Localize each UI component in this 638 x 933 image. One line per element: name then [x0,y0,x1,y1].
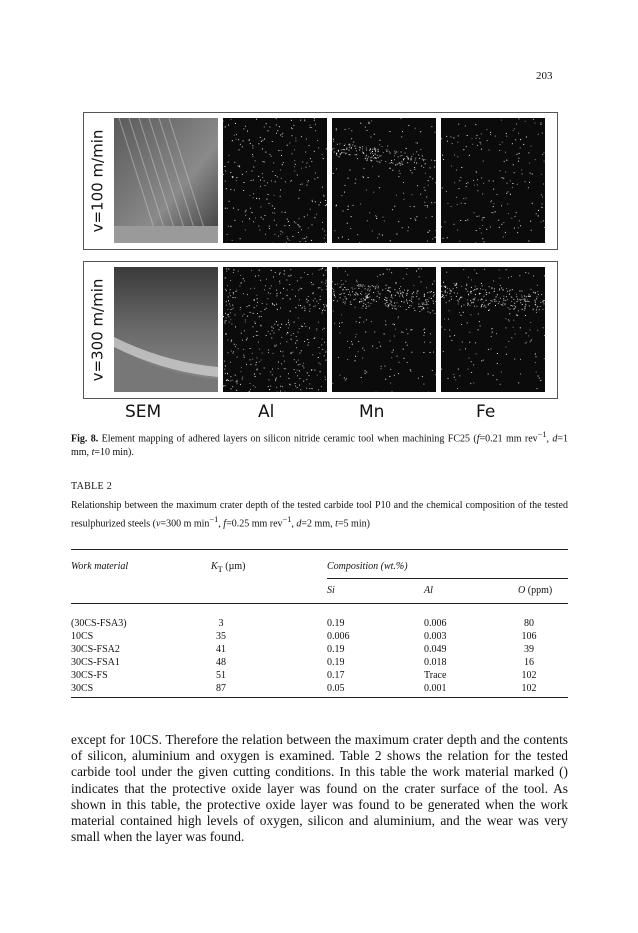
page-number: 203 [536,70,553,82]
table-cell: 30CS-FSA1 [71,657,120,668]
table-cell: 0.05 [327,683,345,694]
table-cell: 0.17 [327,670,345,681]
table-cell: 0.018 [424,657,447,668]
table-cell: 102 [521,670,537,681]
row-label: v=300 m/min [88,278,107,382]
table-rule-bottom [71,697,568,698]
table-cell: 0.19 [327,644,345,655]
table-cell: 0.049 [424,644,447,655]
table-cell: 102 [521,683,537,694]
sem-image [114,118,218,243]
table-cell: 35 [216,631,226,642]
figure-column-labels [83,402,556,426]
row-label: v=100 m/min [88,129,107,233]
table-cell: 0.19 [327,657,345,668]
table-cell: 48 [216,657,226,668]
fe-map-image [441,118,545,243]
header-kt: $K_T$ (µm) [211,561,246,574]
table-cell: 41 [216,644,226,655]
column-label: Fe [476,402,496,422]
column-label: Al [258,402,275,422]
sem-image [114,267,218,392]
table-cell: 30CS [71,683,94,694]
al-map-image [223,267,327,392]
table-cell: 16 [524,657,534,668]
table-cell: 51 [216,670,226,681]
figure-row-v300 [83,261,558,399]
table-cell: 87 [216,683,226,694]
header-work-material: Work material [71,561,129,572]
header-si: Si [327,585,335,596]
table-caption: Relationship between the maximum crater depth of the tested carbide tool P10 and the chemical composition of the tested resulphurized steels (v=300 m $\min^{-1}$, f=0.25 mm rev$^{-1}$, d=2 mm, t=5 min) [71,500,568,530]
header-al: Al [424,585,433,596]
column-label: Mn [359,402,385,422]
body-paragraph: except for 10CS. Therefore the relation between the maximum crater depth and the contents of silicon, aluminium and oxygen is examined. Table 2 shows the relation for the tested carbide tool under the given cutting conditions. In this table the work material marked () indicates that the protective oxide layer was found on the crater surface of the tool. As shown in this table, the protective oxide layer was found to be generated when the work material contained high levels of oxygen, silicon and aluminium, and the wear was very small when the layer was found. [71,732,568,845]
table-cell: 0.006 [327,631,350,642]
table-rule-top [71,549,568,550]
table-rule-header [71,603,568,604]
table-cell: 0.006 [424,618,447,629]
header-o: O (ppm) [518,585,553,596]
mn-map-image [332,118,436,243]
header-composition: Composition (wt.%) [327,561,408,572]
table-cell: 0.003 [424,631,447,642]
column-label: SEM [125,402,162,422]
figure-row-v100 [83,112,558,250]
al-map-image [223,118,327,243]
table-cell: 3 [218,618,224,629]
table-cell: 30CS-FSA2 [71,644,120,655]
table-cell: 39 [524,644,534,655]
figure-caption: Fig. 8. Element mapping of adhered layers on silicon nitride ceramic tool when machining FC25 (f=0.21 mm rev$^{-1}$, d=1 mm, t=10 min). [71,430,569,459]
table-title: TABLE 2 [71,481,113,492]
table-cell: (30CS-FSA3) [71,618,127,629]
table-cell: 106 [521,631,537,642]
table-cell: 30CS-FS [71,670,108,681]
table-rule-composition [327,578,568,579]
fe-map-image [441,267,545,392]
table-cell: 0.001 [424,683,447,694]
table-cell: 80 [524,618,534,629]
table-cell: Trace [424,670,447,681]
table-cell: 0.19 [327,618,345,629]
mn-map-image [332,267,436,392]
table-cell: 10CS [71,631,94,642]
